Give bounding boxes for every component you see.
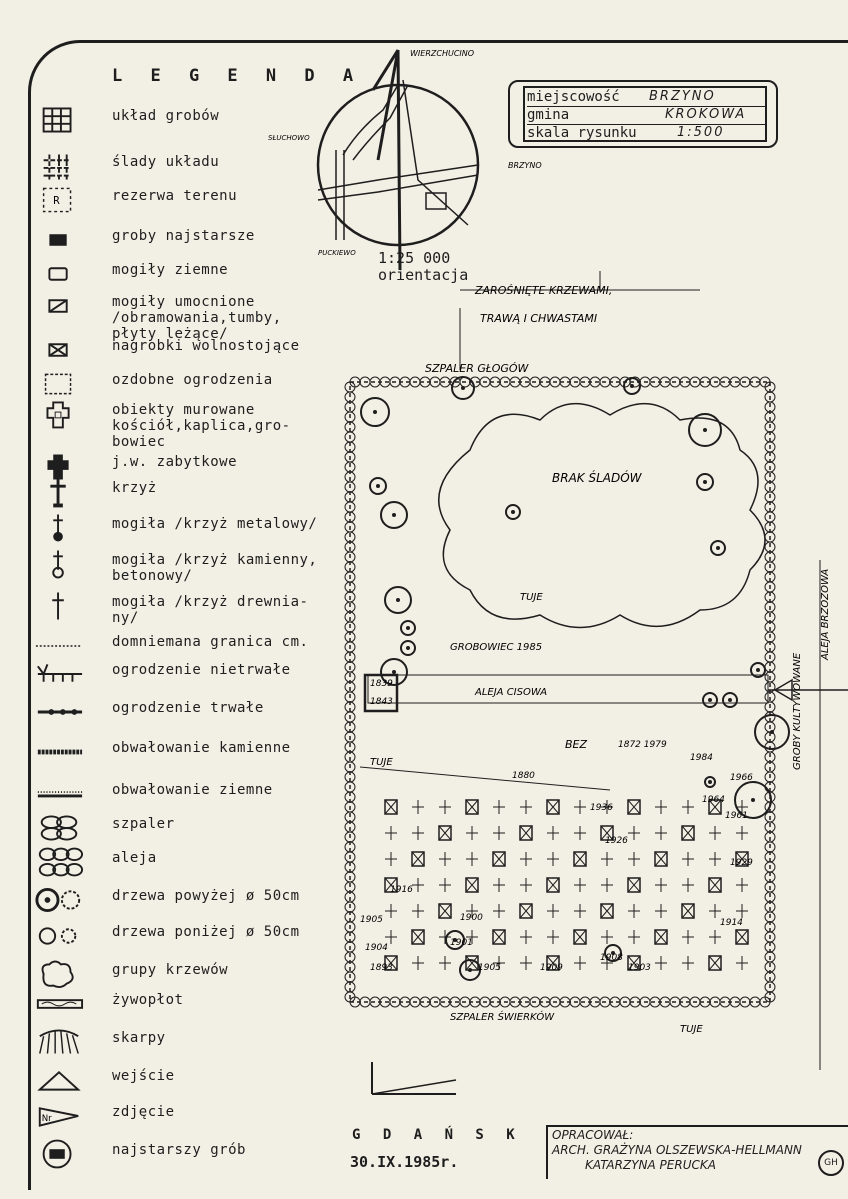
scale-value: 1:500 [677,125,725,140]
living-fence-icon [34,988,84,1020]
legend-title: L E G E N D A [112,66,363,86]
grave-cross [520,956,532,970]
legend-item-label: mogiła /krzyż drewnia- ny/ [112,594,309,626]
svg-text:Nr: Nr [41,1113,52,1124]
grave-year-label: 1901 [450,938,473,948]
grave-cross [574,956,586,970]
grave-grid [385,800,748,970]
north-arrow-line [370,1060,460,1100]
legend-item-label: mogiły ziemne [112,262,229,278]
oldest-grave-circle-icon [34,1138,84,1170]
legend-item [30,548,360,588]
masonry-building-icon [34,398,84,430]
legend-item [30,846,360,886]
stone-embankment-icon [34,736,84,768]
permanent-fence-icon [34,696,84,728]
grave-year-label: 1905 [360,915,383,925]
tree-center [392,513,396,517]
grave-year-label: 1966 [730,773,753,783]
orientation-scale-value: 1:25 000 [378,249,451,267]
place-row [527,88,767,107]
grave-cross [682,852,694,866]
orient-east-label: BRZYNO [508,161,542,170]
legend-item [30,290,360,342]
grave-year-label: 1929 [730,858,753,868]
legend-item [30,920,360,960]
grave-cross [466,826,478,840]
grave-marker-cross [628,878,640,892]
grave-cross [682,930,694,944]
legend-item-label: ślady układu [112,154,220,170]
grave-year-label: 1984 [690,753,713,763]
grave-cross [493,878,505,892]
legend-item-label: układ grobów [112,108,220,124]
grave-cross [736,956,748,970]
no-traces-area [439,404,765,628]
grave-marker-cross [655,852,667,866]
place-label: miejscowość [527,89,620,105]
grave-year-label: 1843 [370,697,393,707]
thuja-label-1: TUJE [520,592,543,603]
grave-cross [439,852,451,866]
grave-year-label: 1961 [725,811,748,821]
tree-center [461,386,465,390]
grave-marker-cross [655,930,667,944]
legend-item-label: drzewa powyżej ø 50cm [112,888,300,904]
grave-marker-cross [439,904,451,918]
grave-marker-cross [493,852,505,866]
grave-cross [655,826,667,840]
author-2: KATARZYNA PERUCKA [585,1158,716,1172]
grave-marker-cross [547,878,559,892]
grave-marker-cross [709,956,721,970]
thuja-label-2: TUJE [370,757,393,768]
grave-cross [493,904,505,918]
grave-marker-cross [709,878,721,892]
grave-cross [466,852,478,866]
hedge-row-icon [34,812,84,844]
tree-center [751,798,755,802]
shrub-group-icon [34,958,84,990]
grave-marker-cross [628,800,640,814]
grave-marker-cross [439,826,451,840]
orient-west-label: SŁUCHOWO [268,134,310,142]
grave-cross [736,904,748,918]
orientation-caption: orientacja [378,266,469,284]
grave-marker-cross [682,904,694,918]
legend-item [30,884,360,924]
grave-cross [520,878,532,892]
grave-year-label: 1839 [370,679,393,689]
graves-kept-label: GROBY KULTYWOWANE [792,652,803,770]
grave-cross [385,852,397,866]
grave-cross [547,904,559,918]
grave-stone-cross-icon [34,548,84,580]
grave-marker-cross [520,904,532,918]
grave-cross [736,826,748,840]
tree-center [716,546,720,550]
legend-item-label: skarpy [112,1030,166,1046]
overgrown-label-1: ZAROŚNIĘTE KRZEWAMI, [475,284,613,297]
grave-year-label: 1926 [605,836,628,846]
yew-alley [368,675,768,703]
grave-cross [628,904,640,918]
grave-cross [493,800,505,814]
tree-center [406,646,410,650]
prepared-label: OPRACOWAŁ: [552,1128,634,1142]
legend-item-label: grupy krzewów [112,962,229,978]
grave-year-label: 1893 [370,963,393,973]
legend-item-label: rezerwa terenu [112,188,238,204]
legend-item [30,512,360,552]
earth-embankment-icon [34,778,84,810]
orient-north-label: WIERZCHUCINO [410,49,475,58]
grave-year-label: 1964 [702,795,725,805]
birch-alley-label: ALEJA BRZOZOWA [820,568,831,660]
legend-item-label: obwałowanie ziemne [112,782,273,798]
earth-grave-icon [34,258,84,290]
legend-item [30,398,360,450]
grave-cross [439,800,451,814]
grave-layout-traces-icon [34,150,84,182]
grave-cross [655,956,667,970]
grave-cross [520,930,532,944]
grave-cross [655,800,667,814]
cross-icon [34,476,84,508]
grave-cross [682,878,694,892]
grave-cross [574,826,586,840]
grave-cross [493,826,505,840]
grave-cross [547,852,559,866]
legend-item-label: mogiła /krzyż metalowy/ [112,516,318,532]
tree-center [703,428,707,432]
legend-item-label: mogiły umocnione /obramowania,tumby, płyty leżące/ [112,294,282,342]
grave-cross [412,956,424,970]
legend-item-label: żywopłot [112,992,184,1008]
grave-cross [655,904,667,918]
grave-cross [412,878,424,892]
tree-center [708,780,712,784]
legend-item-label: szpaler [112,816,175,832]
tree-over-50-icon [34,884,84,916]
tree-center [703,480,707,484]
grave-cross [547,930,559,944]
svg-text:R: R [53,194,60,207]
commune-row [527,106,767,125]
grave-marker-cross [520,826,532,840]
place-value: BRZYNO [649,89,716,104]
tree-center [392,670,396,674]
legend-item-label: domniemana granica cm. [112,634,309,650]
no-traces-label: BRAK ŚLADÓW [552,471,642,485]
grave-cross [709,826,721,840]
tree-center [630,384,634,388]
grave-layout-grid-icon [34,104,84,136]
grave-cross [412,904,424,918]
grave-cross [520,852,532,866]
grave-year-label: 1900 [460,913,483,923]
grave-cross [709,904,721,918]
grave-cross [682,800,694,814]
spruce-label: SZPALER ŚWIERKÓW [450,1012,555,1023]
grave-marker-cross [601,904,613,918]
tree-center [406,626,410,630]
legend-item [30,590,360,630]
freestanding-tomb-icon [34,334,84,366]
legend-item-label: aleja [112,850,157,866]
footer-date: 30.IX.1985r. [350,1153,459,1171]
grave-year-label: 1914 [720,918,743,928]
entrance-icon [34,1064,84,1096]
legend-item [30,658,360,698]
legend-item [30,988,360,1028]
author-1: ARCH. GRAŻYNA OLSZEWSKA-HELLMANN [552,1143,802,1157]
legend-item-label: zdjęcie [112,1104,175,1120]
legend-item [30,476,360,516]
legend-item-label: wejście [112,1068,175,1084]
legend-item-label: obiekty murowane kościół,kaplica,gro- bowiec [112,402,291,450]
grave-cross [628,930,640,944]
temporary-fence-icon [34,658,84,690]
grave-cross [385,904,397,918]
photo-icon [34,1100,84,1132]
scale-label: skala rysunku [527,125,637,141]
grave-year-label: 1872 1979 [618,740,667,750]
footer-city: G D A Ń S K [352,1127,522,1143]
grave-cross [628,826,640,840]
tree-center [376,484,380,488]
grave-marker-cross [493,930,505,944]
legend-item [30,1064,360,1104]
grave-year-label: 1936 [590,803,613,813]
grave-marker-cross [682,826,694,840]
grave-cross [709,930,721,944]
commune-label: gmina [527,107,570,123]
grave-marker-cross [574,852,586,866]
grave-cross [574,800,586,814]
grave-cross [736,878,748,892]
tree-center [373,410,377,414]
grave-marker-cross [385,800,397,814]
grave-marker-cross [574,930,586,944]
legend-item-label: najstarszy grób [112,1142,246,1158]
grave-year-label: 1908 [600,953,623,963]
orient-south-label: PUCKIEWO [318,249,356,257]
grave-cross [655,878,667,892]
grave-year-label: 1905 [478,963,501,973]
legend-item-label: j.w. zabytkowe [112,454,238,470]
grave-wooden-cross-icon [34,590,84,622]
hawthorn-label: SZPALER GŁOGÓW [425,362,529,375]
alley-label: ALEJA CISOWA [475,687,548,698]
reserve-area-icon [34,184,84,216]
legend-item [30,696,360,736]
grave-cross [385,930,397,944]
decorative-fence-icon [34,368,84,400]
thuja-label-3: TUJE [680,1024,703,1035]
grave-cross [574,904,586,918]
tree-under-50-icon [34,920,84,952]
grave-cross [412,800,424,814]
tree-center [728,698,732,702]
grave-marker-cross [412,930,424,944]
oldest-graves-icon [34,224,84,256]
grave-marker-cross [547,800,559,814]
grave-cross [439,878,451,892]
legend-item-label: groby najstarsze [112,228,255,244]
grave-cross [682,956,694,970]
legend-item-label: nagrobki wolnostojące [112,338,300,354]
grave-cross [628,852,640,866]
grave-marker-cross [412,852,424,866]
legend-item-label: krzyż [112,480,157,496]
tree-center [396,598,400,602]
grave-year-label: 1903 [628,963,651,973]
tree-center [511,510,515,514]
legend-item-label: ogrodzenie nietrwałe [112,662,291,678]
grave-cross [601,930,613,944]
legend-item [30,736,360,776]
grave-marker-cross [466,800,478,814]
legend-item-label: mogiła /krzyż kamienny, betonowy/ [112,552,318,584]
grave-year-label: 1909 [540,963,563,973]
lilac-label: BEZ [565,738,588,751]
legend-item [30,1026,360,1066]
grave-cross [574,878,586,892]
legend-item [30,1100,360,1140]
commune-value: KROKOWA [665,107,747,122]
trees [361,377,789,980]
grave-marker-cross [736,930,748,944]
grave-year-label: 1916 [390,885,413,895]
tree-center [770,730,774,734]
grave-metal-cross-icon [34,512,84,544]
slope-icon [34,1026,84,1058]
grave-year-label: 1880 [512,771,535,781]
tree-center [756,668,760,672]
grave-cross [385,826,397,840]
overgrown-label-2: TRAWĄ I CHWASTAMI [480,312,598,325]
reinforced-grave-icon [34,290,84,322]
scale-row [527,124,767,142]
legend-item-label: obwałowanie kamienne [112,740,291,756]
grave-cross [439,956,451,970]
grave-year-label: 1904 [365,943,388,953]
grave-cross [601,878,613,892]
grave-cross [412,826,424,840]
alley-icon [34,846,84,878]
legend-item-label: drzewa poniżej ø 50cm [112,924,300,940]
legend-item-label: ozdobne ogrodzenia [112,372,273,388]
tomb-label: GROBOWIEC 1985 [450,642,543,653]
grave-marker-cross [466,878,478,892]
grave-cross [520,800,532,814]
author-mark: GH [818,1150,844,1176]
grave-cross [601,852,613,866]
legend-item-label: ogrodzenie trwałe [112,700,264,716]
grave-cross [547,826,559,840]
grave-cross [709,852,721,866]
legend-item [30,1138,360,1178]
cemetery-plan [330,270,848,1070]
tree-center [708,698,712,702]
